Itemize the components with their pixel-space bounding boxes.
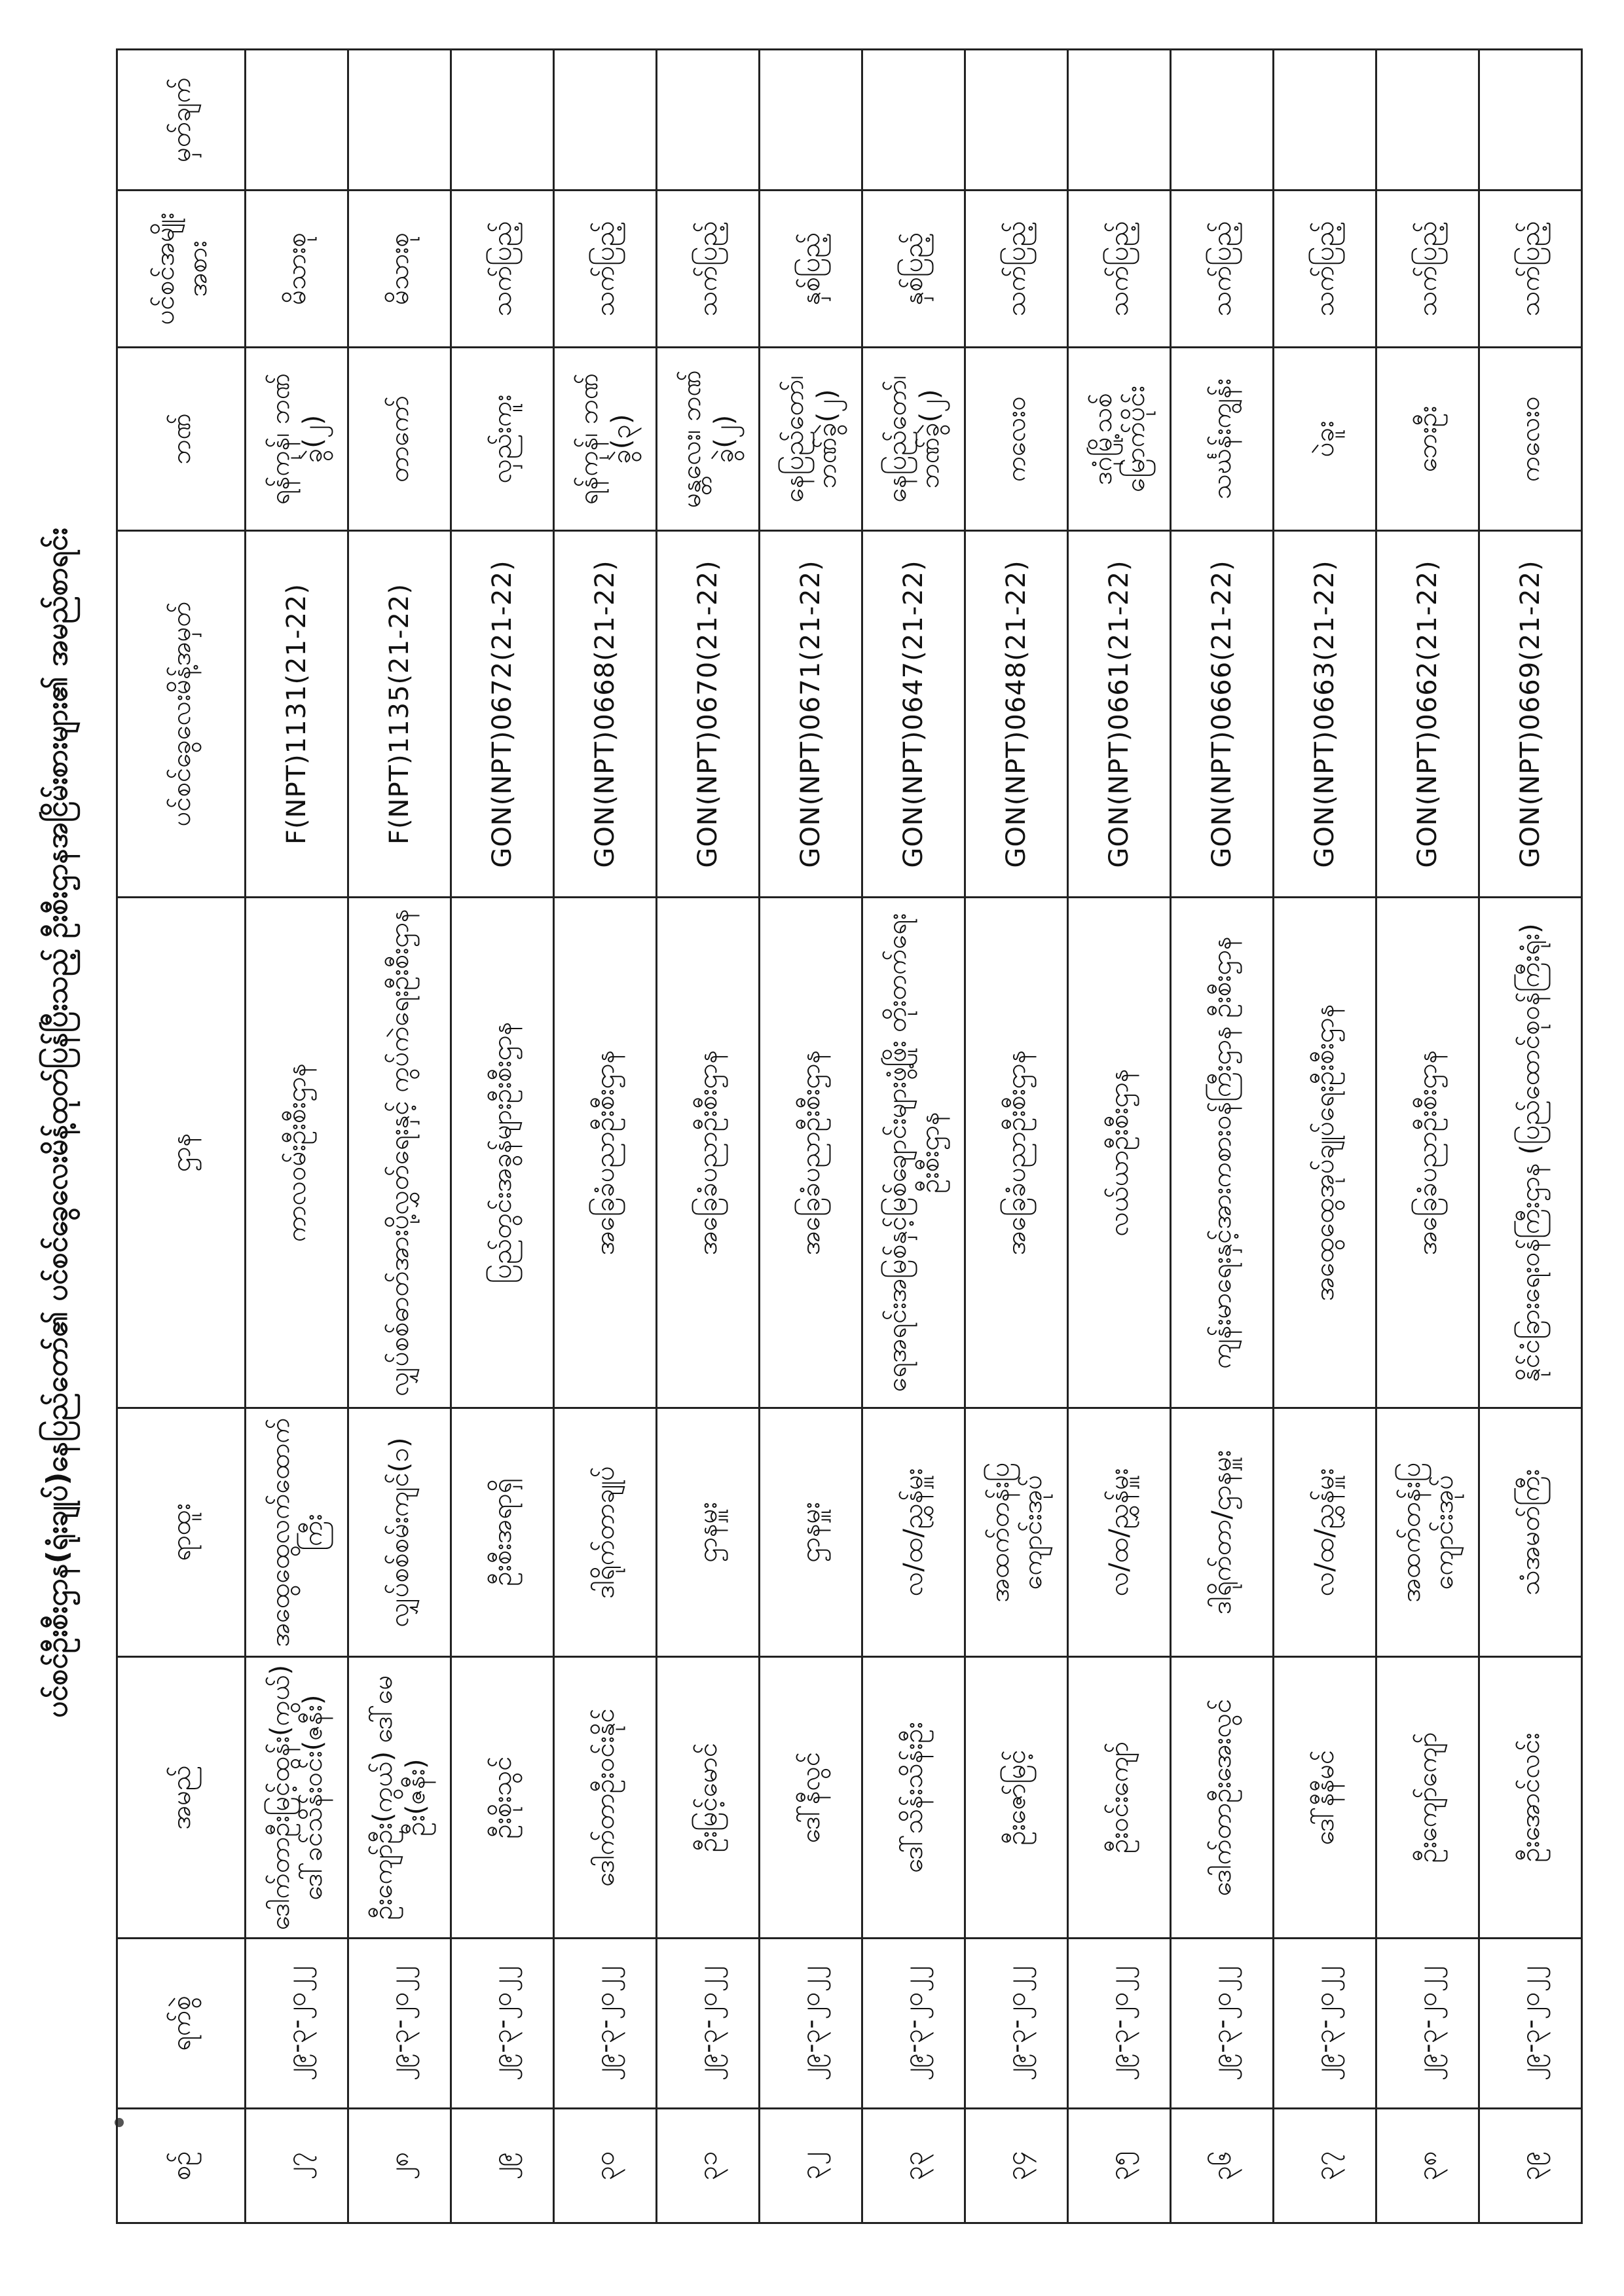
cell-col-date: ၂၉-၃-၂၀၂၂ (657, 1939, 760, 2109)
cell-col-date: ၂၉-၃-၂၀၂၂ (760, 1939, 862, 2109)
cell-col-no: ၃၄ (965, 2109, 1068, 2223)
table-row (1068, 50, 1171, 2223)
cell-col-date: ၂၉-၃-၂၀၂၂ (554, 1939, 657, 2109)
cell-col-name: ဦးအောင်လင်း (1479, 1657, 1582, 1939)
cell-col-date: ၂၉-၃-၂၀၂၂ (965, 1939, 1068, 2109)
cell-col-department: လယ်ယာဦးစီးဌာန (1068, 898, 1171, 1408)
cell-col-rank: အထက်တန်းပြ ကျောင်းအုပ် (965, 1408, 1068, 1657)
cell-col-rank: လ/ထ/ညွှန်မှူး (1274, 1408, 1376, 1657)
cell-col-remarks (246, 50, 348, 191)
cell-col-date: ၂၉-၃-၂၀၂၂ (1274, 1939, 1376, 2109)
cell-col-date: ၂၉-၃-၂၀၂၂ (348, 1939, 451, 2109)
cell-col-pension-order-no: GON(NPT)0669(21-22) (1479, 531, 1582, 898)
cell-col-bank: ဘေးဦး (1376, 348, 1479, 531)
cell-col-department: အခြေခံပညာဦးစီးဌာန (554, 898, 657, 1408)
cell-col-pension-order-no: GON(NPT)0647(21-22) (862, 531, 965, 898)
cell-col-bank: မန္တလေး၊ ဘဏ်ခွဲ(၂) (657, 348, 760, 531)
cell-col-bank: သင်္ဃန်းကျွန်း (1171, 348, 1274, 531)
cell-col-rank: ဒါရိုက်တာ/ဌာနမှူး (1171, 1408, 1274, 1657)
cell-col-no: ၃၁ (657, 2109, 760, 2223)
cell-col-remarks (965, 50, 1068, 191)
header-col-date: ရက်စွဲ (117, 1939, 246, 2109)
cell-col-pension-type: သက်ပြည့် (1376, 191, 1479, 348)
cell-col-date: ၂၉-၃-၂၀၂၂ (451, 1939, 554, 2109)
cell-col-name: ဦးစိုးသွင် (451, 1657, 554, 1939)
cell-col-name: ဦးဇော်မြင့် (965, 1657, 1068, 1939)
cell-col-pension-type: သက်ပြည့် (554, 191, 657, 348)
cell-col-bank: လှည်းကူး (451, 348, 554, 531)
cell-col-no: ၂၉ (451, 2109, 554, 2223)
cell-col-rank: ဦးစီးအရာရှိ (451, 1408, 554, 1657)
cell-col-department: အခြေခံပညာဦးစီးဌာန (760, 898, 862, 1408)
cell-col-department: လျှပ်စစ်ဓာတ်အားပို့လွှတ်ရေးနှင့် ကွပ်ကဲရေးဦးစီးဌာန (348, 898, 451, 1408)
cell-col-no: ၂၇ (246, 2109, 348, 2223)
table-row (965, 50, 1068, 2223)
cell-col-pension-type: သက်ပြည့် (965, 191, 1068, 348)
table-row (348, 50, 451, 2223)
cell-col-name: ဒေါ်သိန်းသိန်းဦး (862, 1657, 965, 1939)
table-row (1274, 50, 1376, 2223)
cell-col-pension-order-no: GON(NPT)0670(21-22) (657, 531, 760, 898)
header-col-pension-order-no: ပင်စင်ခွေလေးမိန့်အမှတ် (117, 531, 246, 898)
cell-col-date: ၂၉-၃-၂၀၂၂ (1171, 1939, 1274, 2109)
header-col-bank: ဘဏ် (117, 348, 246, 531)
table-row (554, 50, 657, 2223)
cell-col-bank: နေပြည်တော်၊ ဘဏ်ခွဲ(၂) (862, 348, 965, 531)
cell-col-no: ၃၃ (862, 2109, 965, 2223)
cell-col-no: ၃၅ (1068, 2109, 1171, 2223)
cell-col-rank: ဌာနမှူး (657, 1408, 760, 1657)
cell-col-remarks (862, 50, 965, 191)
cell-col-name: ဦးကျော်ဦး(ကွယ်) ဒေါ်မေဦး(ဇနီး) (348, 1657, 451, 1939)
cell-col-no: ၂၈ (348, 2109, 451, 2223)
cell-col-rank: သံအမတ်ကြီး (1479, 1408, 1582, 1657)
cell-col-pension-order-no: F(NPT)1135(21-22) (348, 531, 451, 898)
cell-col-remarks (1274, 50, 1376, 191)
cell-col-rank: ဌာနမှူး (760, 1408, 862, 1657)
table-row (1479, 50, 1582, 2223)
cell-col-pension-type: မိသားစု (246, 191, 348, 348)
cell-col-name: ဒေါက်တာဦးမြင့်ထွန်း(ကွယ်) ဒေါ်ခင်သိန်းဝင်း(ဇနီး) (246, 1657, 348, 1939)
cell-col-no: ၃၆ (1171, 2109, 1274, 2223)
cell-col-department: ကျန်းမာရေးနှင့်အားကစားဝန်ကြီးဌာန ဦးစီးဌာန (1171, 898, 1274, 1408)
cell-col-pension-type: သက်ပြည့် (1171, 191, 1274, 348)
cell-col-pension-order-no: GON(NPT)0663(21-22) (1274, 531, 1376, 898)
cell-col-date: ၂၉-၃-၂၀၂၂ (246, 1939, 348, 2109)
cell-col-date: ၂၉-၃-၂၀၂၂ (1068, 1939, 1171, 2109)
cell-col-name: ဒေါက်တာဦးဝင်းနိုင် (554, 1657, 657, 1939)
cell-col-remarks (348, 50, 451, 191)
cell-col-department: အခြေခံပညာဦးစီးဌာန (657, 898, 760, 1408)
cell-col-pension-order-no: GON(NPT)0666(21-22) (1171, 531, 1274, 898)
cell-col-bank: ပဲခူး (1274, 348, 1376, 531)
cell-col-bank: ကလေးဝ (965, 348, 1068, 531)
header-col-remarks: မှတ်ချက် (117, 50, 246, 191)
cell-col-bank: ဒဂုံမြို့သစ် မြောက်ပိုင်း (1068, 348, 1171, 531)
cell-col-department: ကာလဝမ်းဦးစီးဌာန (246, 898, 348, 1408)
header-col-pension-type: ပင်စင်အမျိုးအစား (117, 191, 246, 348)
cell-col-pension-type: သက်ပြည့် (1479, 191, 1582, 348)
cell-col-rank: အထွေထွေလက်ထောက်ကြီး (246, 1408, 348, 1657)
cell-col-name: ဦးကျော်ကျော် (1376, 1657, 1479, 1939)
cell-col-pension-order-no: GON(NPT)0671(21-22) (760, 531, 862, 898)
cell-col-department: နိုင်ငံခြားရေးဝန်ကြီးဌာန (ပြည်ထောင်စုဝန်ကြီးရုံး) (1479, 898, 1582, 1408)
cell-col-remarks (1479, 50, 1582, 191)
header-col-name: အမည် (117, 1657, 246, 1939)
cell-col-pension-type: သက်ပြည့် (657, 191, 760, 348)
cell-col-name: ဦးမြင့်မောင် (657, 1657, 760, 1939)
cell-col-bank: ကလေးဝ (1479, 348, 1582, 531)
cell-col-date: ၂၉-၃-၂၀၂၂ (1376, 1939, 1479, 2109)
cell-col-department: အခြေခံပညာဦးစီးဌာန (965, 898, 1068, 1408)
cell-col-no: ၃၇ (1274, 2109, 1376, 2223)
cell-col-name: ဒေါက်တာဦးအေးလွင် (1171, 1657, 1274, 1939)
cell-col-name: ဦးဝင်းကျော် (1068, 1657, 1171, 1939)
cell-col-name: ဒေါ်နီလွင် (760, 1657, 862, 1939)
cell-col-rank: လ/ထ/ညွှန်မှူး (862, 1408, 965, 1657)
cell-col-remarks (760, 50, 862, 191)
cell-col-pension-type: သက်ပြည့် (1068, 191, 1171, 348)
table-row (1171, 50, 1274, 2223)
header-col-rank: ရာထူး (117, 1408, 246, 1657)
cell-col-remarks (451, 50, 554, 191)
cell-col-remarks (657, 50, 760, 191)
cell-col-department: အခြေခံပညာဦးစီးဌာန (1376, 898, 1479, 1408)
cell-col-pension-order-no: GON(NPT)0662(21-22) (1376, 531, 1479, 898)
cell-col-pension-type: သက်ပြည့် (451, 191, 554, 348)
cell-col-remarks (554, 50, 657, 191)
cell-col-rank: အထက်တန်းပြ ကျောင်းအုပ် (1376, 1408, 1479, 1657)
cell-col-pension-type: နှစ်ပြည့် (760, 191, 862, 348)
table-row (657, 50, 760, 2223)
cell-col-pension-type: နှစ်ပြည့် (862, 191, 965, 348)
cell-col-bank: နေပြည်တော်၊ ဘဏ်ခွဲ(၂) (760, 348, 862, 531)
cell-col-bank: ရန်ကုန်၊ ဘဏ်ခွဲ(၂) (246, 348, 348, 531)
cell-col-rank: လ/ထ/ညွှန်မှူး (1068, 1408, 1171, 1657)
table-body (246, 50, 1582, 2223)
cell-col-name: ဒေါ်နီနီမင် (1274, 1657, 1376, 1939)
table-row (760, 50, 862, 2223)
cell-col-pension-type: မိသားစု (348, 191, 451, 348)
cell-col-department: ရေအရင်းအမြစ်နှင့်မြစ်ချောင်းများဖွံ့ဖြိုး တိုးတက်ရေးဦးစီးဌာန (862, 898, 965, 1408)
table-row (246, 50, 348, 2223)
cell-col-no: ၃၀ (554, 2109, 657, 2223)
table-row (1376, 50, 1479, 2223)
cell-col-rank: ဒါရိုက်တာချုပ် (554, 1408, 657, 1657)
pension-register-table (116, 48, 1583, 2224)
page-title: ပင်စင်ဦးစီးဌာန(ရုံးချုပ်)နေပြည်တော်၏ ပင်စင်ခွေလေးမိန့်ထုတ်ပြန်ပြီးသည့် ဦးစီးဌာနအငြိမ်းစားများ၏ အမည်စာရင်း (41, 528, 74, 1718)
cell-col-pension-order-no: GON(NPT)0668(21-22) (554, 531, 657, 898)
header-col-department: ဌာန (117, 898, 246, 1408)
cell-col-bank: တာကော် (348, 348, 451, 531)
cell-col-no: ၃၉ (1479, 2109, 1582, 2223)
table-rotation-wrapper (116, 50, 1570, 2224)
cell-col-pension-order-no: F(NPT)1131(21-22) (246, 531, 348, 898)
cell-col-pension-order-no: GON(NPT)0648(21-22) (965, 531, 1068, 898)
header-row (117, 50, 246, 2223)
cell-col-date: ၂၉-၃-၂၀၂၂ (1479, 1939, 1582, 2109)
cell-col-rank: လျှပ်စစ်စမ်းကျင်(၁) (348, 1408, 451, 1657)
table-row (451, 50, 554, 2223)
table-row (862, 50, 965, 2223)
cell-col-pension-type: သက်ပြည့် (1274, 191, 1376, 348)
cell-col-pension-order-no: GON(NPT)0661(21-22) (1068, 531, 1171, 898)
header-col-no: စဉ် (117, 2109, 246, 2223)
cell-col-department: ပြည်တွင်းအခွန်များဦးစီးဌာန (451, 898, 554, 1408)
cell-col-date: ၂၉-၃-၂၀၂၂ (862, 1939, 965, 2109)
cell-col-remarks (1171, 50, 1274, 191)
cell-col-no: ၃၈ (1376, 2109, 1479, 2223)
cell-col-no: ၃၂ (760, 2109, 862, 2223)
cell-col-bank: ရန်ကုန်၊ ဘဏ်ခွဲ(၃) (554, 348, 657, 531)
cell-col-pension-order-no: GON(NPT)0672(21-22) (451, 531, 554, 898)
cell-col-department: အထွေထွေအုပ်ချုပ်ရေးဦးစီးဌာန (1274, 898, 1376, 1408)
cell-col-remarks (1068, 50, 1171, 191)
cell-col-remarks (1376, 50, 1479, 191)
